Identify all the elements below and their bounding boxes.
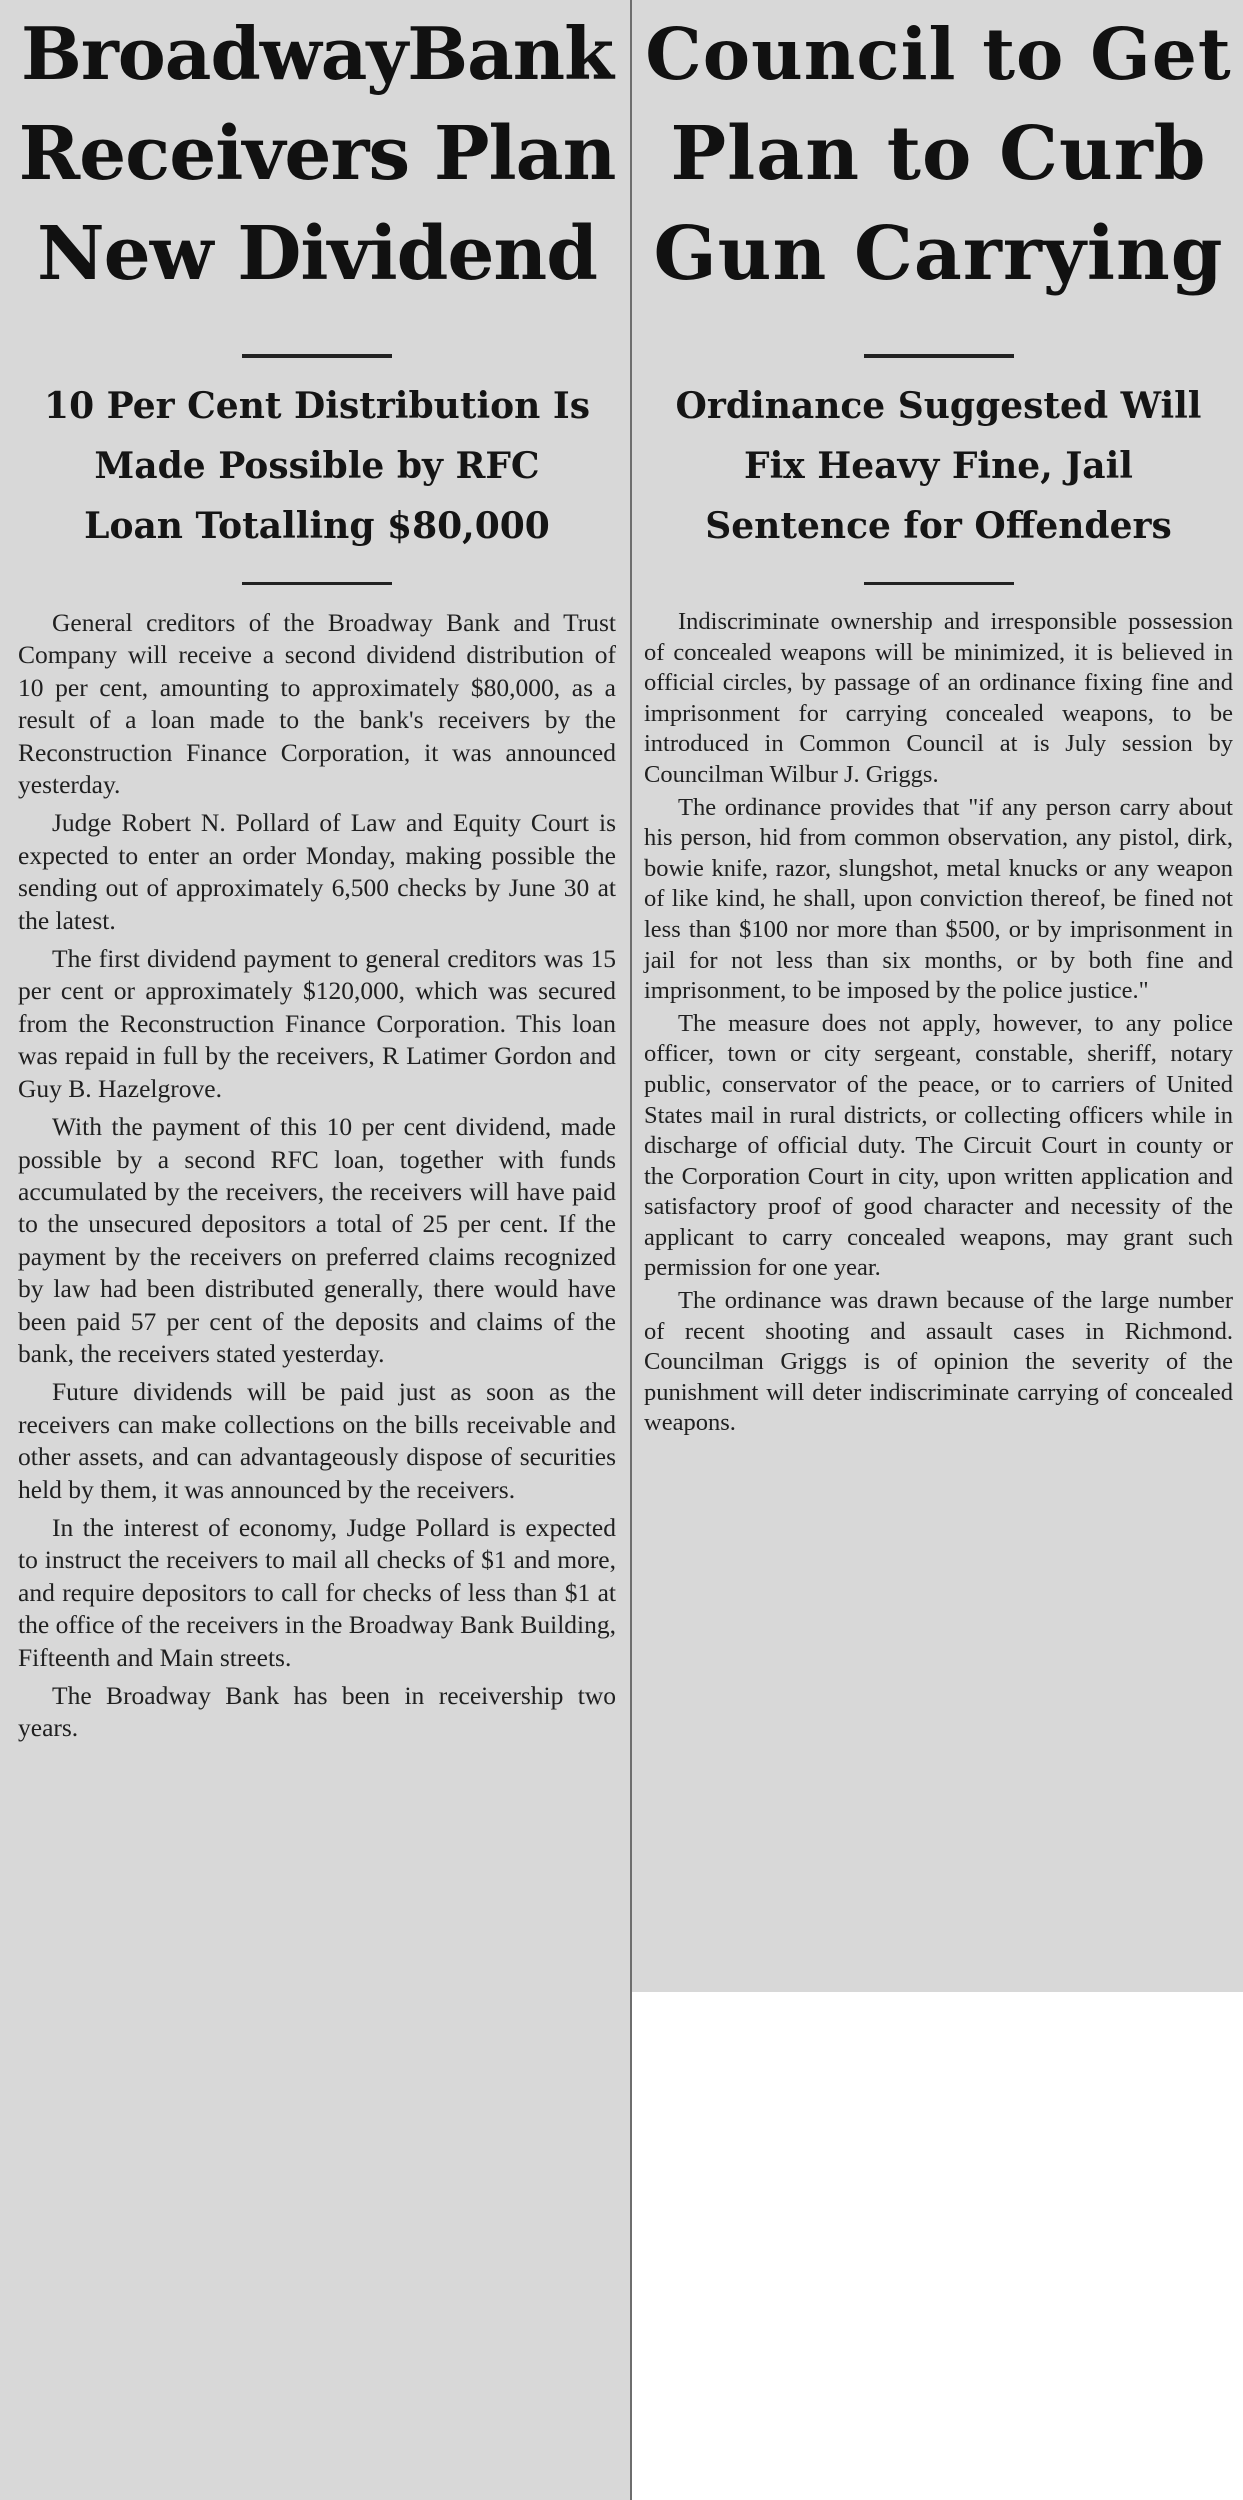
subheadline: [644, 376, 1233, 556]
paragraph: General creditors of the Broadway Bank and Trust Company will receive a second dividend distribution of 10 per cent, amounting to approximately $80,000, as a result of a loan made to the bank's receivers by the Reconstruction Finance Corporation, it was announced yesterday.: [18, 608, 616, 800]
headline: [644, 0, 1233, 304]
paragraph: With the payment of this 10 per cent dividend, made possible by a second RFC loan, together with funds accumulated by the receivers, the receivers will have paid to the unsecured depositors a total of 25 per cent. If the payment by the receivers on preferred claims recognized by law had been distributed generally, there would have been paid 57 per cent of the deposits and claims of the bank, the receivers stated yesterday.: [18, 1112, 616, 1368]
subheadline-line: Sentence for Offenders: [705, 505, 1172, 547]
subheadline-line: Ordinance Suggested Will: [675, 385, 1202, 427]
subheadline-divider: [864, 582, 1014, 585]
subheadline-line: Loan Totalling $80,000: [84, 505, 550, 547]
article-body: [18, 607, 616, 1745]
paragraph: In the interest of economy, Judge Pollard is expected to instruct the receivers to mail all checks of $1 and more, and require depositors to call for checks of less than $1 at the office of the receivers in the Broadway Bank Building, Fifteenth and Main streets.: [18, 1512, 616, 1672]
headline-divider: [242, 354, 392, 358]
subheadline-line: Fix Heavy Fine, Jail: [744, 445, 1133, 487]
paragraph: The first dividend payment to general creditors was 15 per cent or approximately $120,000, which was secured from the Reconstruction Finance Corporation. This loan was repaid in full by the receivers, R Latimer Gordon and Guy B. Hazelgrove.: [18, 944, 616, 1103]
headline: [18, 0, 616, 304]
paragraph: The ordinance was drawn because of the large number of recent shooting and assault cases in Richmond. Councilman Griggs is of opinion the severity of the punishment will deter indiscriminate carrying of concealed weapons.: [644, 1287, 1233, 1437]
paragraph: Indiscriminate ownership and irresponsible possession of concealed weapons will be minimized, it is believed in official circles, by passage of an ordinance fixing fine and imprisonment for carrying concealed weapons, to be introduced in Common Council at is July session by Councilman Wilbur J. Griggs.: [644, 608, 1233, 788]
headline-line: Gun Carrying: [653, 211, 1224, 297]
article-gun-carrying: [632, 0, 1243, 1992]
subheadline-line: 10 Per Cent Distribution Is: [44, 385, 590, 427]
paragraph: Judge Robert N. Pollard of Law and Equity Court is expected to enter an order Monday, making possible the sending out of approximately 6,500 checks by June 30 at the latest.: [18, 808, 616, 935]
subheadline-line: Made Possible by RFC: [94, 445, 540, 487]
article-body: [644, 607, 1233, 1439]
subheadline-divider: [242, 582, 392, 585]
headline-line: Receivers Plan: [18, 111, 616, 197]
paragraph: The Broadway Bank has been in receivership two years.: [18, 1681, 616, 1743]
paragraph: The measure does not apply, however, to any police officer, town or city sergeant, constable, sheriff, notary public, conservator of the peace, or to carriers of United States mail in rural districts, or collecting officers while in discharge of official duty. The Circuit Court in county or the Corporation Court in city, upon written application and satisfactory proof of good character and necessity of the applicant to carry concealed weapons, may grant such permission for one year.: [644, 1009, 1233, 1282]
headline-line: New Dividend: [37, 211, 597, 297]
subheadline: [18, 376, 616, 556]
headline-line: BroadwayBank: [20, 11, 614, 96]
headline-divider: [864, 354, 1014, 358]
headline-line: Council to Get: [645, 12, 1232, 96]
paragraph: The ordinance provides that "if any person carry about his person, hid from common observation, any pistol, dirk, bowie knife, razor, slungshot, metal knucks or any weapon of like kind, he shall, upon conviction thereof, be fined not less than $100 nor more than $500, or by imprisonment in jail for not less than six months, or by both fine and imprisonment, to be imposed by the police justice.": [644, 793, 1233, 1005]
headline-line: Plan to Curb: [670, 111, 1207, 197]
paragraph: Future dividends will be paid just as soon as the receivers can make collections on the bills receivable and other assets, and can advantageously dispose of securities held by them, it was announced by the receivers.: [18, 1377, 616, 1504]
